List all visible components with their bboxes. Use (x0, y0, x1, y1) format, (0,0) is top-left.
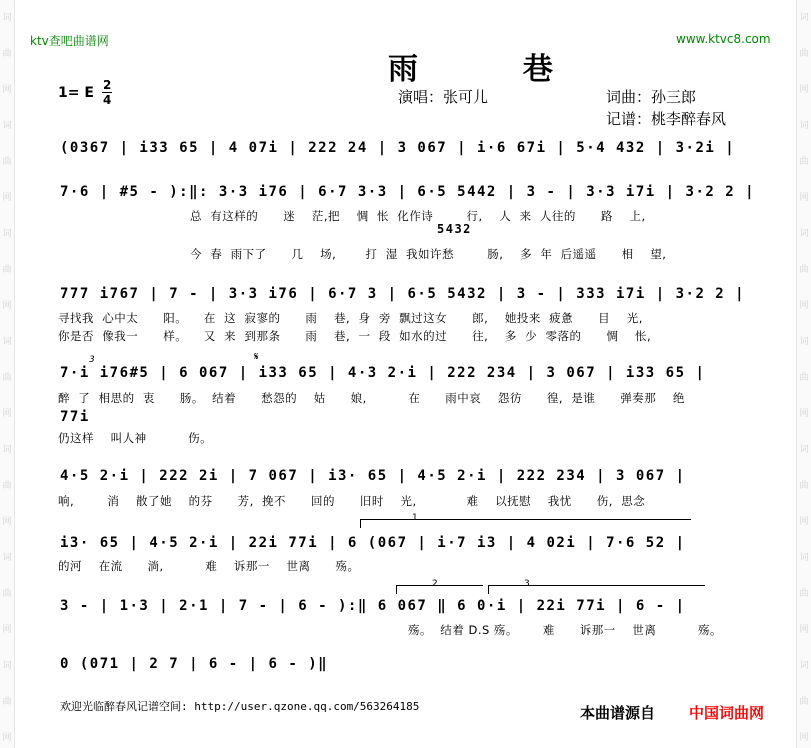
watermark-glyph: 曲 (799, 697, 809, 707)
watermark-glyph: 曲 (2, 589, 12, 599)
notation-row: i3· 65 | 4·5 2·i | 22i 77i | 6 (067 | i·7 i3 | 4 02i | 7·6 52 | (60, 535, 686, 551)
watermark-glyph: 词 (799, 337, 809, 347)
watermark-glyph: 词 (2, 229, 12, 239)
watermark-glyph: 网 (2, 193, 12, 203)
watermark-glyph: 网 (799, 85, 809, 95)
welcome-note: 欢迎光临醉春风记谱空间: http://user.qzone.qq.com/563264185 (60, 700, 420, 713)
notation-row: 77i (60, 409, 90, 425)
volta-number: 1 (412, 513, 418, 523)
watermark-glyph: 网 (799, 301, 809, 311)
watermark-glyph: 曲 (2, 49, 12, 59)
watermark-glyph: 曲 (799, 481, 809, 491)
watermark-glyph: 曲 (799, 265, 809, 275)
watermark-glyph: 网 (2, 301, 12, 311)
watermark-glyph: 词 (799, 445, 809, 455)
time-signature-top: 2 (103, 78, 112, 92)
source-site-link[interactable]: 中国词曲网 (689, 704, 765, 722)
notation-row: (0367 | i33 65 | 4 07i | 222 24 | 3 067 | i·6 67i | 5·4 432 | 3·2i | (60, 140, 736, 156)
volta-bracket (488, 585, 705, 594)
watermark-glyph: 词 (2, 121, 12, 131)
watermark-glyph: 网 (2, 733, 12, 743)
watermark-glyph: 词 (799, 229, 809, 239)
lyric-line: 今 春 雨下了 几 场, 打 湿 我如许愁 肠, 多 年 后遥遥 相 望, (190, 247, 667, 261)
watermark-glyph: 词 (2, 553, 12, 563)
watermark-glyph: 词 (2, 13, 12, 23)
watermark-glyph: 曲 (799, 589, 809, 599)
watermark-glyph: 词 (799, 121, 809, 131)
watermark-glyph: 网 (799, 193, 809, 203)
time-signature-bottom: 4 (103, 93, 112, 107)
key-signature: 1= E (58, 85, 94, 101)
watermark-glyph: 词 (2, 661, 12, 671)
notation-row: 0 (071 | 2 7 | 6 - | 6 - )‖ (60, 656, 329, 672)
volta-bracket (396, 585, 483, 594)
source-label: 本曲谱源自 (580, 704, 656, 722)
volta-number: 3 (524, 579, 530, 589)
composer-credit: 词曲：孙三郎 (606, 88, 697, 106)
lyric-line: 醉 了 相思的 衷 肠。 结着 愁怨的 姑 娘, 在 雨中哀 怨彷 徨, 是谁 弹奏那 绝 (58, 391, 685, 405)
notation-row: 4·5 2·i | 222 2i | 7 067 | i3· 65 | 4·5 2·i | 222 234 | 3 067 | (60, 468, 686, 484)
watermark-glyph: 曲 (2, 157, 12, 167)
volta-number: 2 (432, 579, 438, 589)
watermark-glyph: 曲 (2, 481, 12, 491)
performer-credit: 演唱：张可儿 (398, 88, 489, 106)
volta-bracket (360, 519, 691, 528)
notation-row: 7·i i76#5 | 6 067 | i33 65 | 4·3 2·i | 222 234 | 3 067 | i33 65 | (60, 365, 706, 381)
watermark-glyph: 曲 (799, 373, 809, 383)
watermark-glyph: 网 (2, 625, 12, 635)
watermark-glyph: 曲 (2, 373, 12, 383)
watermark-glyph: 词 (2, 445, 12, 455)
notation-row: 7·6 | #5 - ):‖: 3·3 i76 | 6·7 3·3 | 6·5 5442 | 3 - | 3·3 i7i | 3·2 2 | (60, 184, 756, 200)
lyric-line: 仍这样 叫人神 伤。 (58, 431, 213, 445)
lyric-line: 寻找我 心中太 阳。 在 这 寂寥的 雨 巷, 身 旁 飘过这女 郎, 她投来 疲惫 目 光, (58, 311, 643, 325)
notation-ossia: 5432 (437, 222, 472, 236)
watermark-glyph: 曲 (799, 49, 809, 59)
notation-row: 777 i767 | 7 - | 3·3 i76 | 6·7 3 | 6·5 5432 | 3 - | 333 i7i | 3·2 2 | (60, 286, 746, 302)
watermark-glyph: 网 (799, 625, 809, 635)
notation-row: 3 - | 1·3 | 2·1 | 7 - | 6 - ):‖ 6 067 ‖ 6 0·i | 22i 77i | 6 - | (60, 598, 686, 614)
site-link-left[interactable]: ktv查吧曲谱网 (30, 34, 109, 48)
lyric-line: 你是否 像我一 样。 又 来 到那条 雨 巷, 一 段 如水的过 往, 多 少 零落的 惆 怅, (58, 329, 652, 343)
transcriber-credit: 记谱：桃李醉春风 (606, 110, 727, 128)
watermark-glyph: 网 (2, 85, 12, 95)
lyric-line: 总 有这样的 迷 茫,把 惆 怅 化作诗 行, 人 来 人往的 路 上, (190, 209, 646, 223)
watermark-glyph: 词 (799, 661, 809, 671)
watermark-glyph: 词 (799, 13, 809, 23)
watermark-glyph: 词 (2, 337, 12, 347)
lyric-line: 响, 消 散了她 的芬 芳, 挽不 回的 旧时 光, 难 以抚慰 我忧 伤, 思念 (58, 494, 646, 508)
dal-segno-sign: 𝄋 (254, 350, 259, 363)
watermark-glyph: 网 (799, 409, 809, 419)
song-title: 雨 巷 (388, 52, 581, 87)
watermark-glyph: 网 (799, 733, 809, 743)
lyric-line: 的河 在流 淌, 难 诉那一 世离 殇。 (58, 559, 360, 573)
watermark-glyph: 曲 (2, 265, 12, 275)
watermark-glyph: 网 (799, 517, 809, 527)
watermark-glyph: 网 (2, 517, 12, 527)
watermark-glyph: 曲 (2, 697, 12, 707)
site-link-right[interactable]: www.ktvc8.com (676, 32, 771, 46)
triplet-mark: 3 (89, 355, 95, 365)
right-watermark-strip (796, 0, 811, 748)
watermark-glyph: 词 (799, 553, 809, 563)
left-watermark-strip (0, 0, 15, 748)
watermark-glyph: 曲 (799, 157, 809, 167)
lyric-line: 殇。 结着 D.S 殇。 难 诉那一 世离 殇。 (408, 623, 722, 637)
watermark-glyph: 网 (2, 409, 12, 419)
